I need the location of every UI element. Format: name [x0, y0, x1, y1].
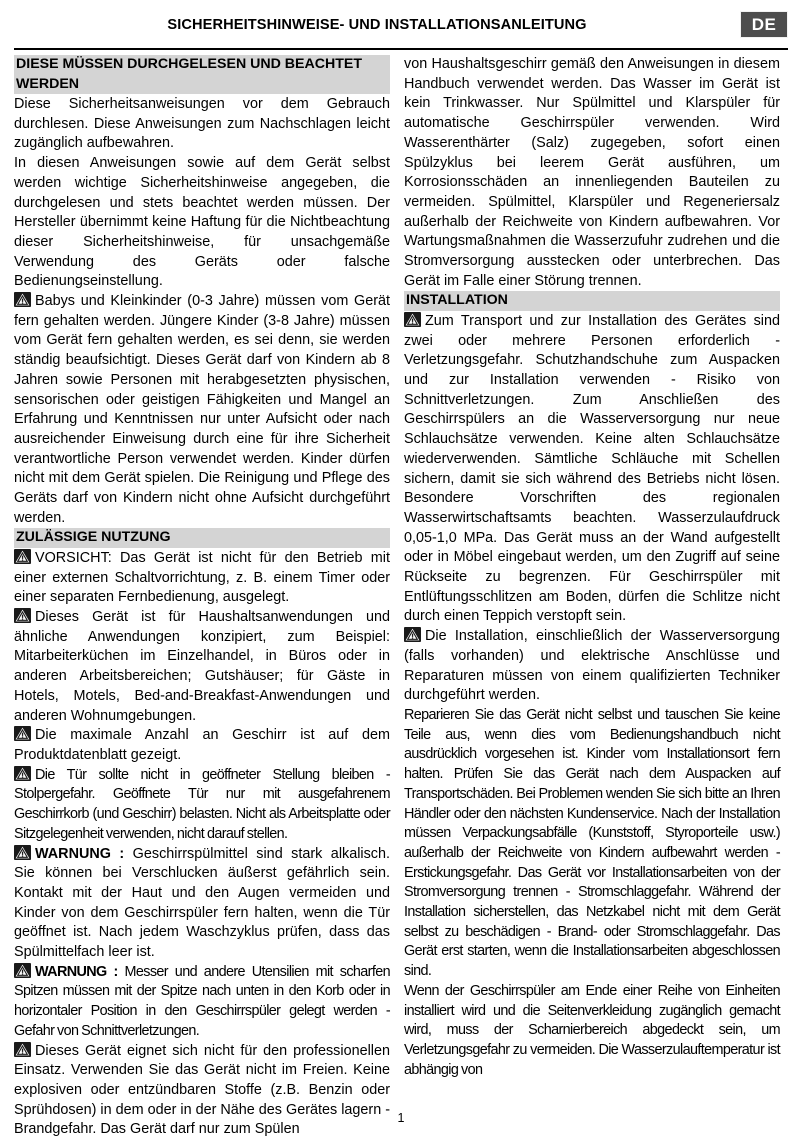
paragraph-text: In diesen Anweisungen sowie auf dem Gerät selbst werden wichtige Sicherheitshinweise angegeben, die durchgelesen und stets beachtet werden müssen. Der Hersteller übernimmt keine Haftung für die Nichtbeachtung dieser Sicherheitshinweise, für unsachgemäße Verwendung des Geräts oder falsche Bedienungseinstellung. — [14, 155, 390, 290]
warning-triangle-icon — [14, 766, 31, 781]
paragraph-external-switch-caution — [14, 549, 390, 608]
paragraph-text: Zum Transport und zur Installation des Gerätes sind zwei oder mehrere Personen erforderlich - Verletzungsgefahr. Schutzhandschuhe zum Auspacken und zur Installation verwenden - Risiko von Schnittverletzungen. Zum Anschließen des Geschirrspülers an die Wasserversorgung nur neue Schlauchsätze verwenden. Keine alten Schlauchsätze wiederverwenden. Sämtliche Schläuche mit Schellen sichern, damit sie sich während des Betriebs nicht lösen. Besondere Vorschriften des regionalen Wasserwirtschaftsamts beachten. Wasserzulaufdruck 0,05-1,0 MPa. Das Gerät muss an der Wand aufgestellt oder in Möbel eingebaut werden, um den Zugriff auf seine Rückseite zu begrenzen. Für Geschirrspüler mit Entlüftungsschlitzen am Boden, dürfen die Schlitze nicht durch einen Teppich verstopft sein. — [404, 312, 780, 625]
language-badge: DE — [740, 11, 788, 38]
warning-triangle-icon — [14, 1042, 31, 1057]
warning-triangle-icon — [14, 292, 31, 307]
paragraph-max-place-settings — [14, 726, 390, 765]
warning-triangle-icon — [404, 312, 421, 327]
paragraph-text: Dieses Gerät ist für Haushaltsanwendungen und ähnliche Anwendungen konzipiert, zum Beispiel: Mitarbeiterküchen im Einzelhandel, in Büros oder in anderen Arbeitsbereichen; Gutshäuser; für Gäste in Hotels, Motels, Bed-and-Breakfast-Anwendungen und anderen Wohnumgebungen. — [14, 609, 390, 724]
paragraph-no-self-repair — [404, 706, 780, 982]
section-heading-installation: INSTALLATION — [404, 291, 780, 311]
paragraph-transport-installation — [404, 312, 780, 627]
warning-triangle-icon — [14, 963, 31, 978]
left-column — [14, 55, 391, 1138]
warning-triangle-icon — [14, 726, 31, 741]
paragraph-text: Babys und Kleinkinder (0-3 Jahre) müssen vom Gerät fern gehalten werden. Jüngere Kinder (3-8 Jahre) müssen vom Gerät fern gehalten werden, es sei denn, sie werden ständig beaufsichtigt. Dieses Gerät darf von Kindern ab 8 Jahren sowie Personen mit herabgesetzten physischen, sensorischen oder geistigen Fähigkeiten und Mangel an Erfahrung und Kenntnissen nur unter Aufsicht oder nach ausreichender Einweisung durch eine für ihre Sicherheit verantwortliche Person verwendet werden. Kinder dürfen nicht mit dem Gerät spielen. Die Reinigung und Pflege des Geräts darf von Kindern nicht ohne Aufsicht durchgeführt werden. — [14, 293, 390, 526]
page-title: SICHERHEITSHINWEISE- UND INSTALLATIONSANLEITUNG — [167, 17, 587, 33]
paragraph-text: VORSICHT: Das Gerät ist nicht für den Betrieb mit einer externen Schaltvorrichtung, z. B. einem Timer oder einer separaten Fernbedienung, ausgelegt. — [14, 549, 390, 606]
document-header — [14, 10, 788, 46]
warning-triangle-icon — [14, 549, 31, 564]
paragraph-text: von Haushaltsgeschirr gemäß den Anweisungen in diesem Handbuch verwendet werden. Das Wasser im Gerät ist kein Trinkwasser. Nur Spülmittel und Klarspüler für automatische Geschirrspüler verwenden. Wird Wasserenthärter (Salz) zugegeben, sofort einen Spülzyklus bei leerem Gerät ausführen, um Korrosionsschäden an innenliegenden Bauteilen zu vermeiden. Spülmittel, Klarspüler und Regeneriersalz außerhalb der Reichweite von Kindern aufbewahren. Vor Wartungsmaßnahmen die Wasserzufuhr zudrehen und die Stromversorgung ausstecken oder unterbrechen. Das Gerät im Falle einer Störung trennen. — [404, 56, 780, 289]
paragraph-text: Die maximale Anzahl an Geschirr ist auf dem Produktdatenblatt gezeigt. — [14, 727, 390, 763]
paragraph-manufacturer-liability — [14, 154, 390, 292]
paragraph-warning-sharp-utensils — [14, 963, 390, 1042]
paragraph-children-safety — [14, 292, 390, 528]
right-column — [404, 55, 780, 1108]
paragraph-text: Diese Sicherheitsanweisungen vor dem Gebrauch durchlesen. Diese Anweisungen zum Nachschlagen leicht zugänglich aufbewahren. — [14, 96, 390, 152]
section-heading-must-be-read: DIESE MÜSSEN DURCHGELESEN UND BEACHTET WERDEN — [14, 55, 390, 94]
paragraph-household-dishes-continued — [404, 55, 780, 291]
paragraph-end-of-row-installation — [404, 982, 780, 1081]
warning-label: WARNUNG : — [35, 845, 125, 862]
section-heading-permitted-use: ZULÄSSIGE NUTZUNG — [14, 528, 390, 548]
paragraph-text: Die Installation, einschließlich der Wasserversorgung (falls vorhanden) und elektrische Anschlüsse und Reparaturen müssen von einem qualifizierten Techniker durchgeführt werden. — [404, 628, 780, 704]
paragraph-door-open-hazard — [14, 766, 390, 845]
paragraph-text: Geschirrspülmittel sind stark alkalisch. Sie können bei Verschlucken äußerst gefährlich sein. Kontakt mit der Haut und den Augen vermeiden und Kinder von dem Geschirrspüler fern halten, wenn die Tür geöffnet ist. Nach jedem Waschzyklus prüfen, dass das Spülmittelfach leer ist. — [14, 845, 390, 961]
warning-triangle-icon — [14, 608, 31, 623]
paragraph-warning-detergent — [14, 845, 390, 963]
page-number: 1 — [397, 1111, 405, 1125]
paragraph-text: Die Tür sollte nicht in geöffneter Stellung bleiben - Stolpergefahr. Geöffnete Tür nur mit ausgefahrenem Geschirrkorb (und Geschirr) belasten. Nicht als Arbeitsplatte oder Sitzgelegenheit verwenden, nicht darauf stellen. — [14, 766, 390, 842]
paragraph-text: Reparieren Sie das Gerät nicht selbst und tauschen Sie keine Teile aus, wenn dies vom Bedienungshandbuch nicht ausdrücklich vorgesehen ist. Kinder vom Installationsort fern halten. Prüfen Sie das Gerät nach dem Auspacken auf Transportschäden. Bei Problemen wenden Sie sich bitte an Ihren Händler oder den nächsten Kundenservice. Nach der Installation müssen Verpackungsabfälle (Kunststoff, Styroporteile usw.) außerhalb der Reichweite von Kindern aufbewahrt werden - Erstickungsgefahr. Das Gerät vor Installationsarbeiten von der Stromversorgung trennen - Stromschlaggefahr. Während der Installation sicherstellen, das Netzkabel nicht mit dem Gerät selbst zu beschädigen - Brand- oder Stromschlaggefahr. Das Gerät erst starten, wenn die Installationsarbeiten abgeschlossen sind. — [404, 707, 780, 980]
paragraph-household-use — [14, 608, 390, 726]
page-footer — [14, 1108, 788, 1134]
paragraph-text: Dieses Gerät eignet sich nicht für den professionellen Einsatz. Verwenden Sie das Gerät nicht im Freien. Keine explosiven oder entzündbaren Stoffe (z.B. Benzin oder Sprühdosen) in dem oder in der Nähe des Gerätes lagern - Brandgefahr. Das Gerät darf nur zum Spülen — [14, 1042, 390, 1138]
paragraph-qualified-technician — [404, 627, 780, 706]
content-columns — [14, 50, 788, 1138]
warning-triangle-icon — [404, 627, 421, 642]
paragraph-text: Messer und andere Utensilien mit scharfen Spitzen müssen mit der Spitze nach unten in den Korb oder in horizontaler Position in den Geschirrspüler gelegt werden - Gefahr von Schnittverletzungen. — [14, 963, 391, 1039]
paragraph-read-instructions — [14, 95, 390, 154]
warning-label: WARNUNG : — [35, 963, 118, 980]
warning-triangle-icon — [14, 845, 31, 860]
paragraph-text: Wenn der Geschirrspüler am Ende einer Reihe von Einheiten installiert wird und die Seitenverkleidung zugänglich gemacht wird, muss der Scharnierbereich abgedeckt sein, um Verletzungsgefahr zu vermeiden. Die Wasserzulauftemperatur ist abhängig von — [404, 982, 780, 1078]
